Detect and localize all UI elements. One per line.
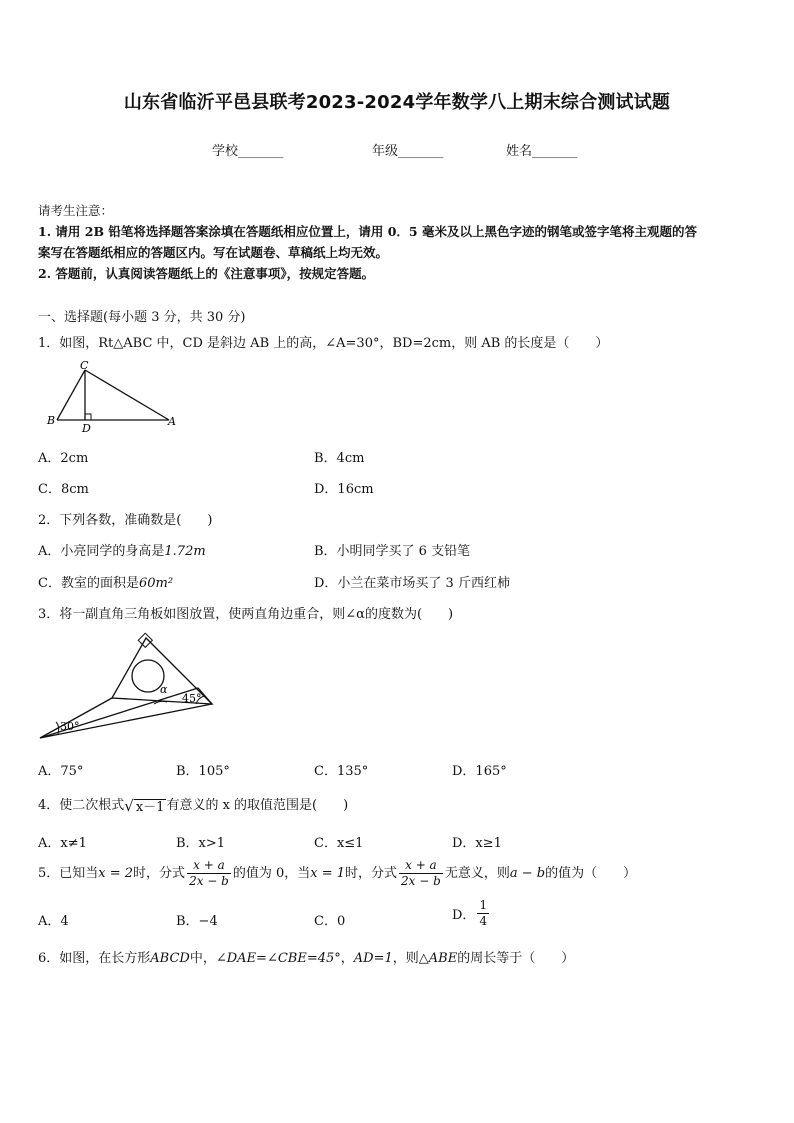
q6-stem-pre: 6．如图，在长方形 [38,951,151,966]
q4-stem-post: 有意义的 x 的取值范围是( ) [166,798,349,813]
q1-stem: 1．如图，Rt△ABC 中，CD 是斜边 AB 上的高，∠A=30°，BD=2cm，则 AB 的长度是（ ） [38,336,609,351]
q2-option-a[interactable] [38,540,206,559]
q4-radicand: x－1 [135,800,165,815]
q3-label-45: 45° [182,692,202,705]
q2-option-c-value: 60m² [138,576,174,591]
q1-label-d: D [82,422,91,434]
q6-stem-post: 的周长等于（ ） [457,951,575,966]
q2-option-c-text: C．教室的面积是 [38,576,139,591]
page-title: 山东省临沂平邑县联考2023-2024学年数学八上期末综合测试试题 [123,92,671,113]
q1-option-d[interactable]: D．16cm [314,482,374,497]
q3-stem: 3．将一副直角三角板如图放置，使两直角边重合，则∠α的度数为( ) [38,607,454,622]
q5-fraction-2 [399,858,443,889]
q5-option-c[interactable]: C．0 [314,914,346,929]
q5-fraction-1-den: 2x − b [189,874,229,888]
q5-stem-part4: 时，分式 [345,866,398,881]
q2-stem: 2．下列各数，准确数是( ) [38,513,213,528]
grade-field[interactable]: 年级_______ [372,144,444,159]
q5-fraction-1 [187,858,231,889]
q3-set-squares-figure [36,630,222,746]
q2-option-b[interactable]: B．小明同学买了 6 支铅笔 [314,544,471,559]
q5-condition-1: x = 2 [98,866,134,881]
q5-expression: a − b [509,866,546,881]
q2-option-a-value: 1.72m [164,544,206,559]
q6-ad-length: AD=1 [353,951,393,966]
q1-label-a: A [168,415,176,428]
section-heading: 一、选择题(每小题 3 分，共 30 分) [38,310,246,325]
q3-option-c[interactable]: C．135° [314,764,369,779]
q5-stem-part1: 5．已知当 [38,866,99,881]
q5-option-d-num: 1 [479,898,488,912]
q6-stem-mid3: ，则△ [392,951,429,966]
q5-option-b[interactable]: B．−4 [176,914,218,929]
q5-fraction-2-den: 2x − b [401,874,441,888]
q5-stem-part2: 时，分式 [133,866,186,881]
q5-option-d-den: 4 [479,914,488,928]
q5-stem [38,858,636,889]
notice-line-1a: 1. 请用 2B 铅笔将选择题答案涂填在答题纸相应位置上，请用 0．5 毫米及以上黑色字迹的钢笔或签字笔将主观题的答 [38,224,697,239]
q5-option-d-fraction [477,898,489,929]
q4-stem-pre: 4．使二次根式 [38,798,125,813]
q5-fraction-2-num: x + a [399,858,443,874]
q6-angles: ∠DAE=∠CBE=45° [215,951,341,966]
q2-option-c[interactable] [38,572,173,591]
q1-option-c[interactable]: C．8cm [38,482,89,497]
q5-condition-2: x = 1 [310,866,346,881]
q3-option-b[interactable]: B．105° [176,764,230,779]
q4-option-c[interactable]: C．x≤1 [314,836,364,851]
q5-option-a[interactable]: A．4 [38,914,69,929]
q4-option-b[interactable]: B．x>1 [176,836,226,851]
notice-line-1b: 案写在答题纸相应的答题区内。写在试题卷、草稿纸上均无效。 [38,245,389,260]
q6-stem-mid1: 中， [189,951,216,966]
q4-option-d[interactable]: D．x≥1 [452,836,502,851]
q2-option-a-text: A．小亮同学的身高是 [38,544,165,559]
q1-option-b[interactable]: B．4cm [314,451,365,466]
q5-option-d-label: D． [452,908,476,923]
q3-option-d[interactable]: D．165° [452,764,507,779]
q5-fraction-1-num: x + a [187,858,231,874]
q6-stem [38,947,574,966]
q5-stem-part5: 无意义，则 [444,866,510,881]
q1-triangle-figure [44,356,184,434]
q1-label-c: C [80,359,89,372]
school-field[interactable]: 学校_______ [212,144,284,159]
q1-option-a[interactable]: A．2cm [38,451,89,466]
q4-stem [38,794,348,815]
q5-stem-part6: 的值为（ ） [545,866,637,881]
q6-rectangle-name: ABCD [150,951,190,966]
notice-line-2: 2. 答题前，认真阅读答题纸上的《注意事项》，按规定答题。 [38,266,375,281]
q5-stem-part3: 的值为 0，当 [232,866,311,881]
q4-option-a[interactable]: A．x≠1 [38,836,87,851]
q6-triangle-name: ABE [428,951,458,966]
name-field[interactable]: 姓名_______ [506,144,578,159]
q6-stem-mid2: ， [340,951,354,966]
q2-option-d[interactable]: D．小兰在菜市场买了 3 斤西红柿 [314,576,510,591]
notice-heading: 请考生注意： [38,203,114,218]
q3-label-alpha: α [160,683,168,696]
q4-sqrt: √ x－1 [124,797,165,815]
q1-label-b: B [47,414,56,427]
q5-option-d[interactable] [452,898,491,929]
q3-label-30: 30° [60,720,80,733]
q3-option-a[interactable]: A．75° [38,764,84,779]
